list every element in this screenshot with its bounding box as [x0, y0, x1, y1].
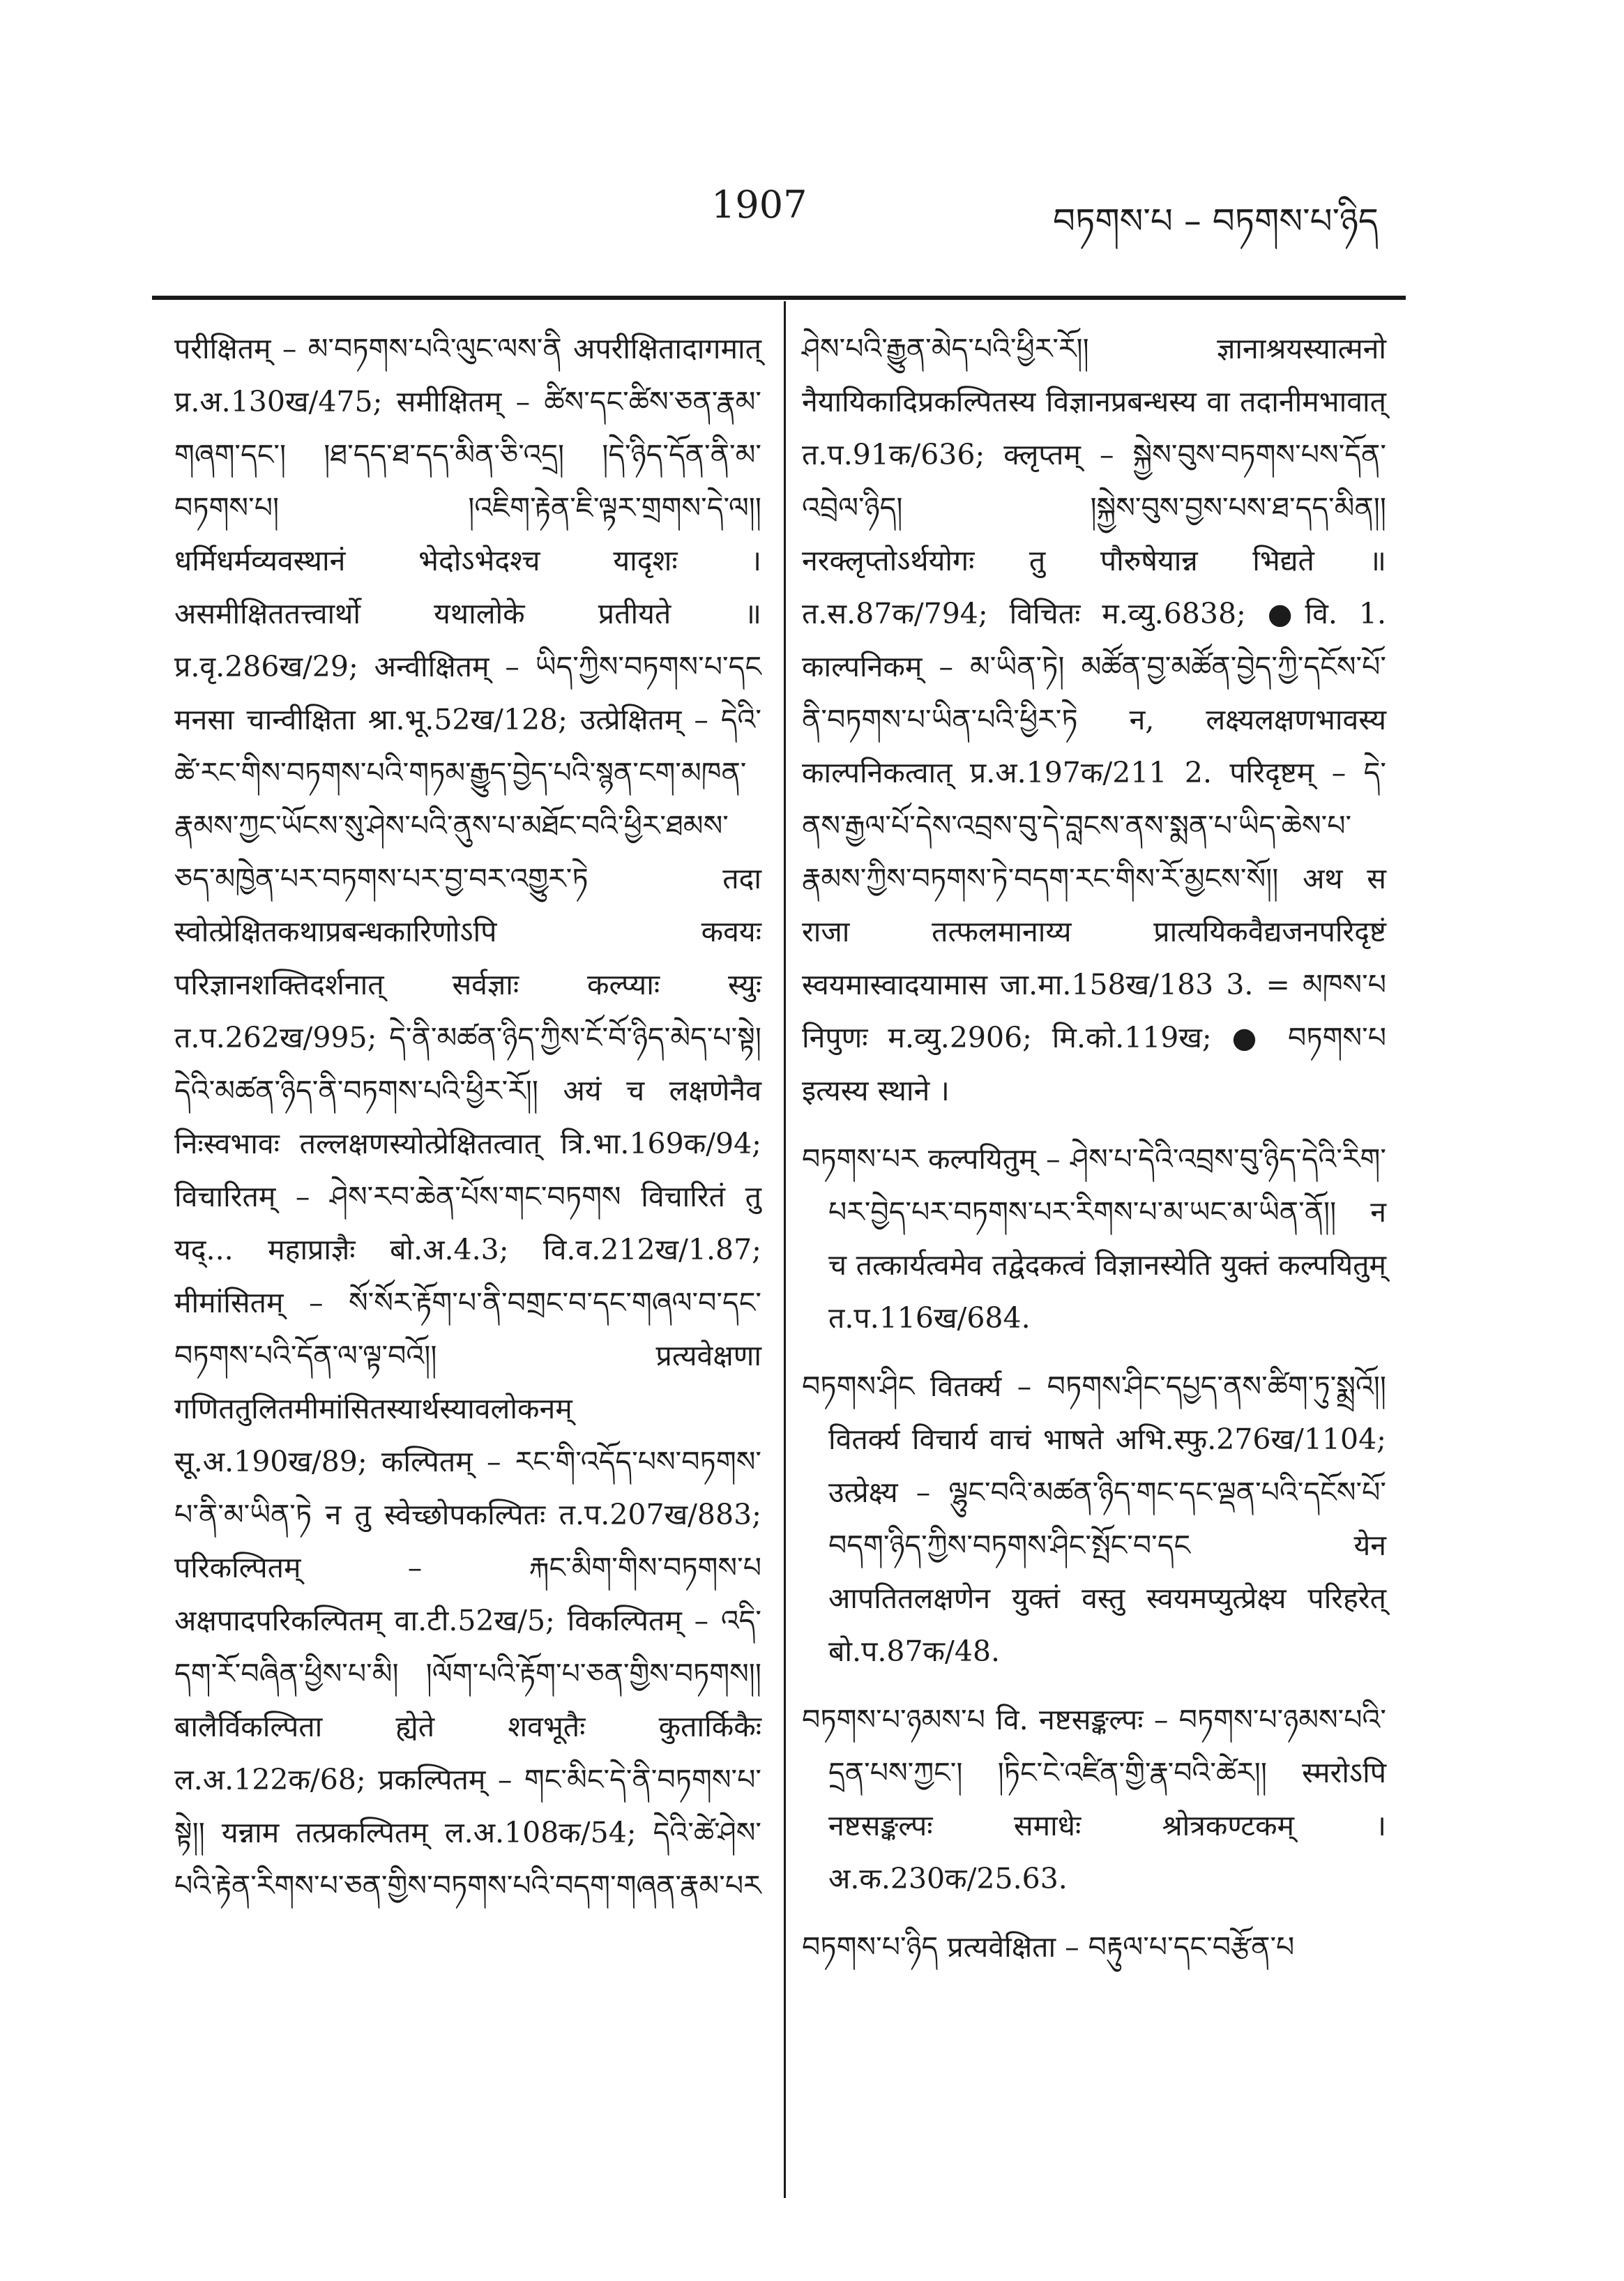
dictionary-entry: ཤེས་པའི་རྒྱུན་མེད་པའི་ཕྱིར་རོ།། ज्ञानाश्रयस्यात्मनो नैयायिकादिप्रकल्पितस्य विज्ञानप्रबन्धस्य वा तदानीमभावात् त.प.91क/636; क्लृप्तम् – སྐྱེས་བུས་བཏགས་པས་དོན་འབྲེལ་ཉིད། །སྐྱེས་བུས་བྱས་པས་ཐ་དད་མིན།། नरक्लृप्तोऽर्थयोगः तु पौरुषेयान्न भिद्यते ॥ त.स.87क/794; विचितः म.व्यु.6838; ●वि. 1. काल्पनिकम् – མ་ཡིན་ཏེ། མཚོན་བྱ་མཚོན་བྱེད་ཀྱི་དངོས་པོ་ནི་བཏགས་པ་ཡིན་པའི་ཕྱིར་ཏེ न, लक्ष्यलक्षणभावस्य काल्पनिकत्वात् प्र.अ.197क/211 2. परिदृष्टम् – དེ་ནས་རྒྱལ་པོ་དེས་འབྲས་བུ་དེ་བླངས་ནས་སྨན་པ་ཡིད་ཆེས་པ་རྣམས་ཀྱིས་བཏགས་ཏེ་བདག་རང་གིས་རོ་མྱངས་སོ།། अथ स राजा तत्फलमानाय्य प्रात्ययिकवैद्यजनपरिदृष्टं स्वयमास्वादयामास जा.मा.158ख/183 3. = མཁས་པ निपुणः म.व्यु.2906; मि.को.119ख; ● བཏགས་པ इत्यस्य स्थाने ।	[802, 332, 1386, 1107]
page-number: 1907	[711, 183, 807, 227]
dictionary-entry: བཏགས་ཤིང वितर्क्य – བཏགས་ཤིང་དཔྱད་ནས་ཚིག་ཏུ་སྨྲའོ།། वितर्क्य विचार्य वाचं भाषते अभि.स्फु.276ख/1104; उत्प्रेक्ष्य – ལྷུང་བའི་མཚན་ཉིད་གང་དང་ལྡན་པའི་དངོས་པོ་བདག་ཉིད་ཀྱིས་བཏགས་ཤིང་སྤོང་བ་དང येन आपतितलक्षणेन युक्तं वस्तु स्वयमप्युत्प्रेक्ष्य परिहरेत् बो.प.87क/48.	[802, 1370, 1386, 1668]
header-rule	[152, 296, 1406, 300]
left-column	[174, 322, 761, 1927]
dictionary-entry: परीक्षितम् – མ་བཏགས་པའི་ལུང་ལས་ནི अपरीक्षितादागमात् प्र.अ.130ख/475; समीक्षितम् – ཚིས་དང་ཚིས་ཅན་རྣམ་གཞག་དང་། །ཐ་དད་ཐ་དད་མིན་ཅི་འདྲ། །དེ་ཉིད་དོན་ནི་མ་བཏགས་པ། །འཇིག་རྟེན་ཇི་ལྟར་གྲགས་དེ་ལ།། धर्मिधर्मव्यवस्थानं भेदोऽभेदश्च यादृशः । असमीक्षिततत्त्वार्थो यथालोके प्रतीयते ॥ प्र.वृ.286ख/29; अन्वीक्षितम् – ཡིད་ཀྱིས་བཏགས་པ་དང मनसा चान्वीक्षिता श्रा.भू.52ख/128; उत्प्रेक्षितम् – དེའི་ཚེ་རང་གིས་བཏགས་པའི་གཏམ་རྒྱུད་བྱེད་པའི་སྙན་ངག་མཁན་རྣམས་ཀྱང་ཡོངས་སུ་ཤེས་པའི་ནུས་པ་མཐོང་བའི་ཕྱིར་ཐམས་ཅད་མཁྱེན་པར་བཏགས་པར་བྱ་བར་འགྱུར་ཏེ तदा स्वोत्प्रेक्षितकथाप्रबन्धकारिणोऽपि कवयः परिज्ञानशक्तिदर्शनात् सर्वज्ञाः कल्प्याः स्युः त.प.262ख/995; དེ་ནི་མཚན་ཉིད་ཀྱིས་ངོ་བོ་ཉིད་མེད་པ་སྟེ། དེའི་མཚན་ཉིད་ནི་བཏགས་པའི་ཕྱིར་རོ།། अयं च लक्षणेनैव निःस्वभावः तल्लक्षणस्योत्प्रेक्षितत्वात् त्रि.भा.169क/94; विचारितम् – ཤེས་རབ་ཆེན་པོས་གང་བཏགས विचारितं तु यद्... महाप्राज्ञैः बो.अ.4.3; वि.व.212ख/1.87; मीमांसितम् – སོ་སོར་རྟོག་པ་ནི་བགྲང་བ་དང་གཞལ་བ་དང་བཏགས་པའི་དོན་ལ་ལྟ་བའོ།། प्रत्यवेक्षणा गणिततुलितमीमांसितस्यार्थस्यावलोकनम् सू.अ.190ख/89; कल्पितम् – རང་གི་འདོད་པས་བཏགས་པ་ནི་མ་ཡིན་ཏེ न तु स्वेच्छोपकल्पितः त.प.207ख/883; परिकल्पितम् – རྐང་མིག་གིས་བཏགས་པ अक्षपादपरिकल्पितम् वा.टी.52ख/5; विकल्पितम् – འདི་དག་རོ་བཞིན་ཕྱིས་པ་མི། །ལོག་པའི་རྟོག་པ་ཅན་གྱིས་བཏགས།། बालैर्विकल्पिता ह्येते शवभूतैः कुतार्किकैः ल.अ.122क/68; प्रकल्पितम् – གང་མིང་དེ་ནི་བཏགས་པ་སྟེ།། यन्नाम तत्प्रकल्पितम् ल.अ.108क/54; དེའི་ཚེ་ཤེས་པའི་རྟེན་རིགས་པ་ཅན་གྱིས་བཏགས་པའི་བདག་གཞན་རྣམ་པར	[174, 332, 761, 1902]
column-divider	[784, 301, 786, 2198]
right-column	[802, 322, 1386, 1989]
dictionary-entry: བཏགས་པ་ཉིད प्रत्यवेक्षिता – བརྟུལ་པ་དང་བརྩོན་པ	[802, 1930, 1295, 1964]
running-head: བཏགས་པ – བཏགས་པ་ཉིད	[1053, 201, 1379, 241]
dictionary-entry: བཏགས་པ་ཉམས་པ वि. नष्टसङ्कल्पः – བཏགས་པ་ཉམས་པའི་དྲན་པས་ཀྱང་། །ཏིང་ངེ་འཛིན་གྱི་རྣ་བའི་ཚེར།། स्मरोऽपि नष्टसङ्कल्पः समाधेः श्रोत्रकण्टकम् । अ.क.230क/25.63.	[802, 1703, 1386, 1895]
dictionary-entry: བཏགས་པར कल्पयितुम् – ཤེས་པ་དེའི་འབྲས་བུ་ཉིད་དེའི་རིག་པར་བྱེད་པར་བཏགས་པར་རིགས་པ་མ་ཡང་མ་ཡིན་ནོ།། न च तत्कार्यत्वमेव तद्वेदकत्वं विज्ञानस्येति युक्तं कल्पयितुम् त.प.116ख/684.	[802, 1142, 1386, 1335]
